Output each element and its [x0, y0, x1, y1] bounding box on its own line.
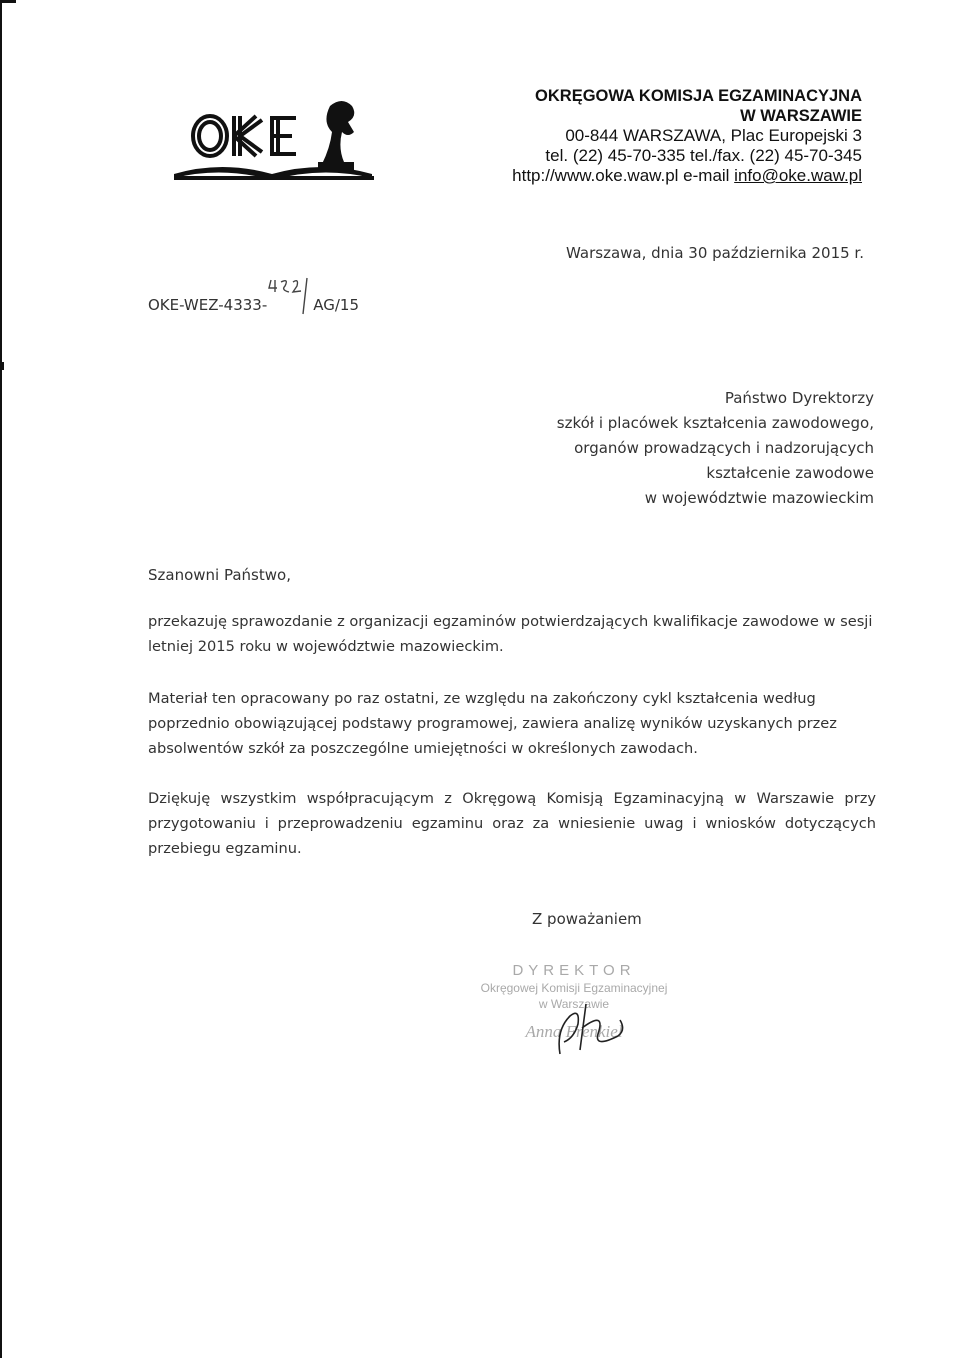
- addressee-block: [557, 386, 874, 511]
- handwritten-number-drawing: [267, 276, 313, 316]
- place-date: Warszawa, dnia 30 października 2015 r.: [566, 244, 864, 262]
- reference-prefix: OKE-WEZ-4333-: [148, 296, 268, 314]
- institution-email: info@oke.waw.pl: [734, 166, 862, 185]
- institution-address: 00-844 WARSZAWA, Plac Europejski 3: [565, 126, 862, 145]
- institution-city: W WARSZAWIE: [740, 107, 862, 125]
- scan-border-left: [0, 0, 2, 1358]
- stamp-institution: Okręgowej Komisji Egzaminacyjnej: [480, 981, 668, 995]
- institution-website: http://www.oke.waw.pl e-mail: [512, 166, 735, 185]
- salutation: Szanowni Państwo,: [148, 566, 291, 584]
- reference-number: [148, 276, 359, 314]
- stamp-city: w Warszawie: [538, 997, 610, 1011]
- stamp-title: DYREKTOR: [512, 962, 636, 979]
- body-paragraph-3: Dziękuję wszystkim współpracującym z Okręgową Komisją Egzaminacyjną w Warszawie przy przygotowaniu i przeprowadzeniu egzaminu oraz za wniesienie uwag i wniosków dotyczących przebiegu egzaminu.: [148, 790, 876, 857]
- institution-phone: tel. (22) 45-70-335 tel./fax. (22) 45-70-345: [545, 146, 862, 165]
- stamp-name: Anna Frenkiel: [525, 1022, 623, 1041]
- signature-drawing: [536, 990, 646, 1060]
- handwritten-signature: [536, 990, 646, 1060]
- institution-contact: [512, 166, 862, 186]
- addressee-line: w województwie mazowieckim: [644, 489, 874, 507]
- addressee-line: Państwo Dyrektorzy: [724, 389, 874, 407]
- institution-header: [512, 86, 862, 186]
- book-and-hand-statue-icon: [172, 92, 382, 184]
- scan-border-top: [0, 0, 16, 3]
- handwritten-number: [267, 276, 313, 300]
- oke-logo: [172, 92, 382, 184]
- addressee-line: szkół i placówek kształcenia zawodowego,: [556, 414, 874, 432]
- addressee-line: kształcenie zawodowe: [706, 464, 874, 482]
- reference-suffix: AG/15: [313, 296, 360, 314]
- addressee-line: organów prowadzących i nadzorujących: [574, 439, 874, 457]
- closing: Z poważaniem: [532, 910, 642, 928]
- scan-mark: [0, 362, 4, 370]
- institution-name: OKRĘGOWA KOMISJA EGZAMINACYJNA: [535, 87, 862, 105]
- body-paragraph-1: przekazuję sprawozdanie z organizacji egzaminów potwierdzających kwalifikacje zawodowe w sesji letniej 2015 roku w województwie mazowieckim.: [148, 613, 873, 655]
- body-paragraph-2: Materiał ten opracowany po raz ostatni, ze względu na zakończony cykl kształcenia według poprzednio obowiązującej podstawy programowej, zawiera analizę wyników uzyskanych przez absolwentów szkół za poszczególne umiejętności w określonych zawodach.: [148, 690, 837, 757]
